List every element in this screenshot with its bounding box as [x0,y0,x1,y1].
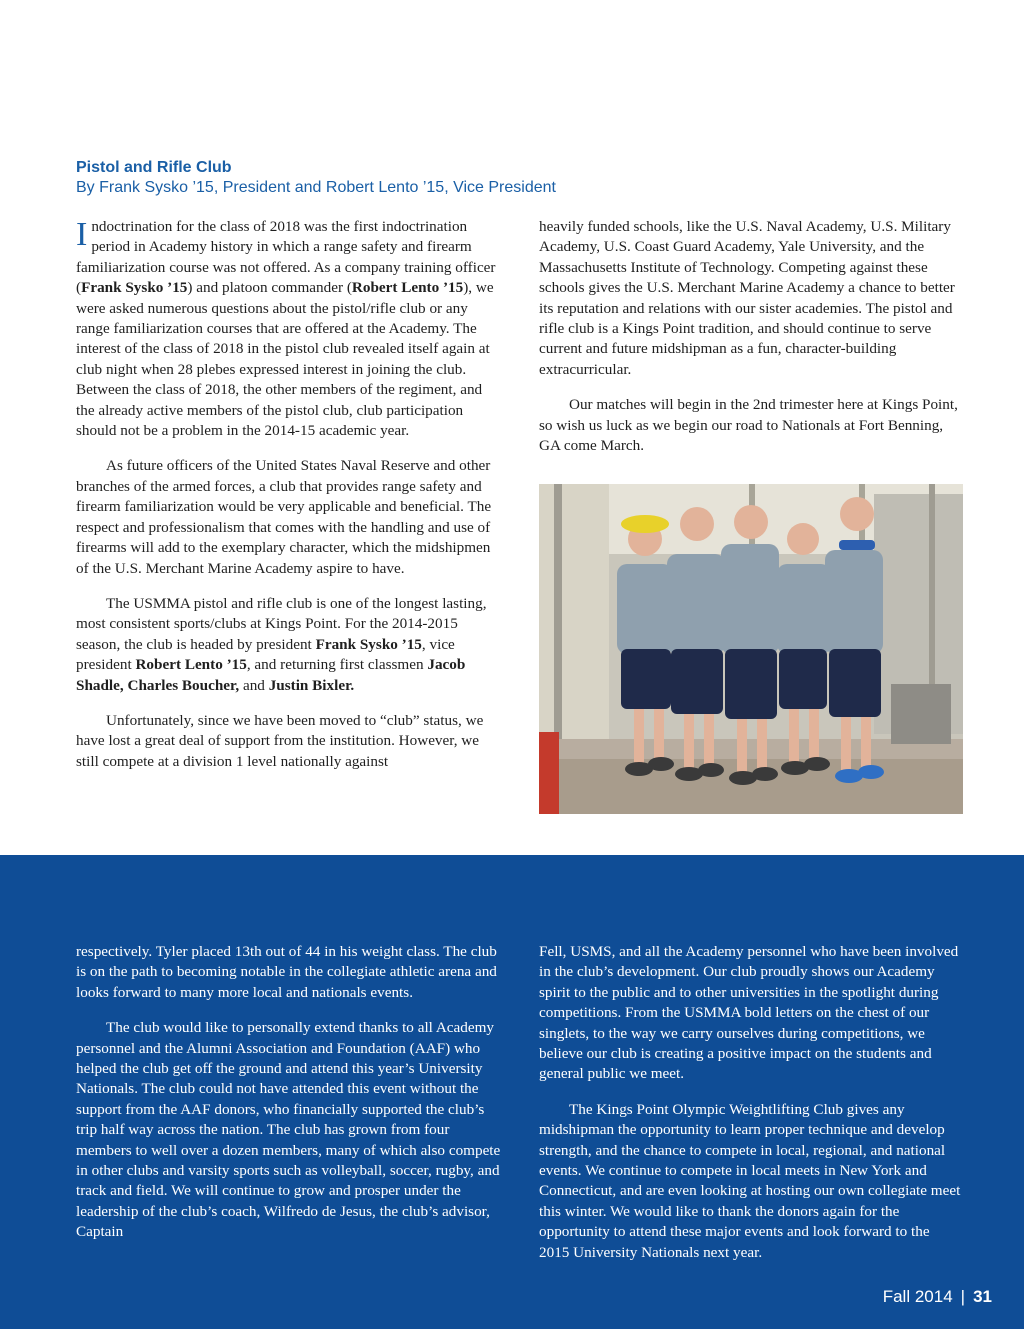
paragraph: The Kings Point Olympic Weightlifting Club gives any midshipman the opportunity to learn proper technique and develop strength, and the chance to compete in local, regional, and national events. We continue to compete in local meets in New York and Connecticut, and are even looking at hosting our own collegiate meet this winter. We would like to thank the donors again for the opportunity to attend these major events and look forward to the 2015 University Nationals next year. [539,1100,961,1261]
footer-separator: | [960,1287,966,1306]
page-footer [883,1287,992,1307]
team-photo-illustration [539,484,963,814]
team-photo [539,484,963,814]
paragraph: Indoctrination for the class of 2018 was the first indoctrination period in Academy history in which a range safety and firearm familiarization course was not offered. As a company training officer (Frank Sysko ’15) and platoon commander (Robert Lento ’15), we were asked numerous questions about the pistol/rifle club or any range familiarization courses that are offered at the Academy. The interest of the class of 2018 in the pistol club revealed itself again at club night when 28 plebes expressed interest in joining the club. Between the class of 2018, the other members of the regiment, and the already active members of the pistol club, club participation should not be a problem in the 2014-15 academic year. [76,216,496,440]
bold-name: Frank Sysko ’15 [315,635,422,653]
paragraph: heavily funded schools, like the U.S. Naval Academy, U.S. Military Academy, U.S. Coast Guard Academy, Yale University, and the Massachusetts Institute of Technology. Competing against these schools gives the U.S. Merchant Marine Academy a chance to better its reputation and relations with our sister academies. The pistol and rifle club is a Kings Point tradition, and should continue to serve current and future midshipman as a fun, character-building extracurricular. [539,218,955,378]
bottom-column-2 [539,942,963,1278]
paragraph: As future officers of the United States Naval Reserve and other branches of the armed forces, a club that provides range safety and firearm familiarization would be very applicable and beneficial. The respect and professionalism that comes with the handling and use of firearms will add to the exemplary character, which the midshipmen of the U.S. Merchant Marine Academy aspire to have. [76,457,492,577]
drop-cap: I [76,216,88,253]
bold-name: Robert Lento ’15 [135,656,247,674]
article-byline: By Frank Sysko ’15, President and Robert Lento ’15, Vice President [76,179,556,196]
article-title: Pistol and Rifle Club [76,159,232,176]
bottom-column-1 [76,942,504,1258]
paragraph: respectively. Tyler placed 13th out of 44 in his weight class. The club is on the path to becoming notable in the collegiate athletic arena and looks forward to many more local and nationals events. [76,943,497,1001]
article-column-1 [76,217,500,787]
bold-name: Jacob Shadle, Charles Boucher, [76,656,466,694]
issue-label: Fall 2014 [882,1287,953,1306]
paragraph: The USMMA pistol and rifle club is one of the longest lasting, most consistent sports/clubs at Kings Point. For the 2014-2015 season, the club is headed by president Frank Sysko ’15, vice president Robert Lento ’15, and returning first classmen Jacob Shadle, Charles Boucher, and Justin Bixler. [76,594,487,694]
paragraph: Our matches will begin in the 2nd trimester here at Kings Point, so wish us luck as we begin our road to Nationals at Fort Benning, GA come March. [539,396,958,455]
article-column-2 [539,217,959,471]
page-number: 31 [973,1287,992,1306]
paragraph: Fell, USMS, and all the Academy personnel who have been involved in the club’s development. Our club proudly shows our Academy spirit to the public and to other universities in the spotlight during competitions. From the USMMA bold letters on the chest of our singlets, to the way we carry ourselves during competitions, we believe our club is creating a positive impact on the students and general public we meet. [539,943,959,1083]
bold-name: Justin Bixler. [268,676,355,694]
bold-name: Robert Lento ’15 [351,279,464,297]
bold-name: Frank Sysko ’15 [81,279,188,297]
article-heading [76,158,556,198]
paragraph: The club would like to personally extend thanks to all Academy personnel and the Alumni Association and Foundation (AAF) who helped the club get off the ground and attend this year’s University Nationals. The club could not have attended this event without the support from the AAF donors, who financially supported the club’s trip half way across the nation. The club has grown from four members to well over a dozen members, many of which also compete in other clubs and varsity sports such as volleyball, soccer, rugby, and track and field. We will continue to grow and prosper under the leadership of the club’s coach, Wilfredo de Jesus, the club’s advisor, Captain [76,1019,501,1241]
paragraph: Unfortunately, since we have been moved to “club” status, we have lost a great deal of support from the institution. However, we still compete at a division 1 level nationally against [76,711,484,770]
